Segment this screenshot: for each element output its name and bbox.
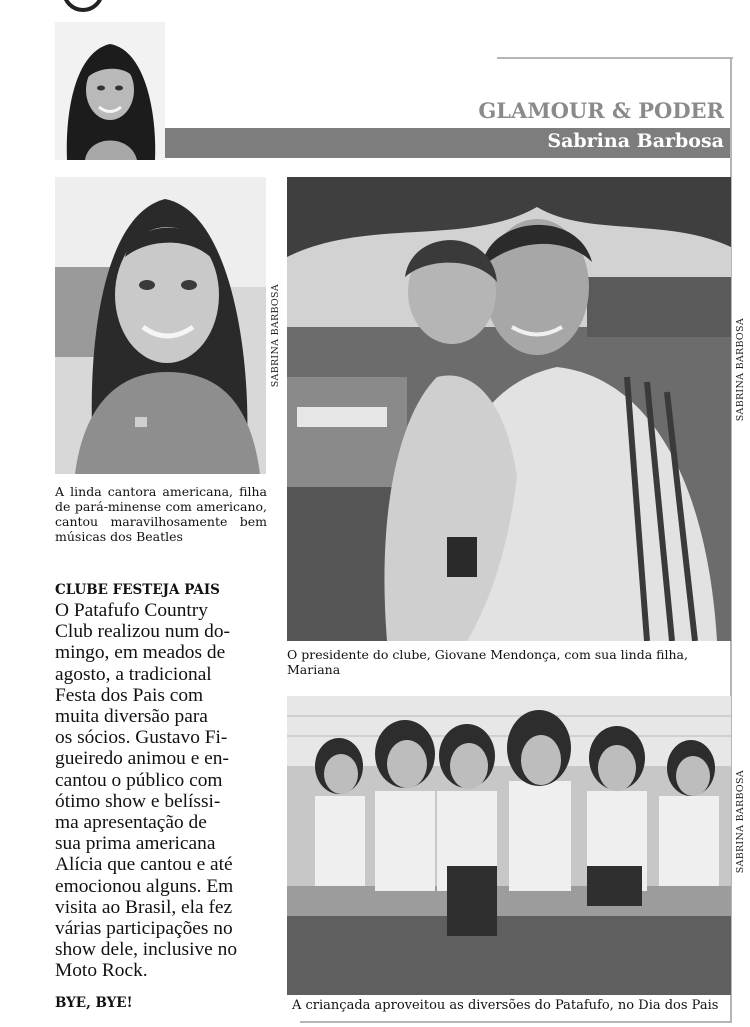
photo-singer-girl: [55, 177, 266, 474]
body-line: agosto, a tradicional: [55, 663, 212, 685]
article-heading: CLUBE FESTEJA PAIS: [55, 582, 220, 598]
body-line: gueiredo animou e en-: [55, 748, 229, 770]
body-line: ma apresentação de: [55, 812, 207, 834]
photo-father-daughter: [287, 177, 731, 641]
body-line: emocionou alguns. Em: [55, 875, 234, 897]
body-line: Festa dos Pais com: [55, 684, 204, 706]
photo-credit-kids: SABRINA BARBOSA: [735, 770, 746, 874]
body-line: O Patafufo Country: [55, 600, 208, 621]
body-line: show dele, inclusive no: [55, 939, 238, 961]
caption-girl: A linda cantora americana, filha de pará-minense com americano, cantou maravilhosamente bem músicas dos Beatles: [55, 484, 267, 544]
body-line: sua prima americana: [55, 833, 216, 855]
frame-line-bottom: [300, 1021, 732, 1023]
body-line: ótimo show e belíssi-: [55, 790, 221, 812]
body-line: visita ao Brasil, ela fez: [55, 896, 233, 918]
body-line: os sócios. Gustavo Fi-: [55, 727, 228, 749]
magazine-logo-circle: [62, 0, 104, 12]
body-line: mingo, em meados de: [55, 642, 226, 664]
author-portrait: [55, 22, 165, 160]
body-line: muita diversão para: [55, 706, 208, 728]
caption-father: O presidente do clube, Giovane Mendonça, com sua linda filha, Mariana: [287, 647, 688, 677]
sign-off: BYE, BYE!: [55, 995, 133, 1011]
photo-kids-group: [287, 696, 731, 995]
caption-kids: A criançada aproveitou as diversões do Patafufo, no Dia dos Pais: [292, 998, 719, 1013]
column-title: GLAMOUR & PODER: [478, 98, 724, 123]
body-line: Club realizou num do-: [55, 621, 231, 643]
body-line: várias participações no: [55, 918, 233, 940]
frame-line-top: [497, 57, 733, 59]
author-name: Sabrina Barbosa: [547, 130, 724, 152]
body-line: Moto Rock.: [55, 960, 148, 982]
photo-credit-father: SABRINA BARBOSA: [735, 318, 746, 422]
article-body: [55, 600, 266, 982]
photo-credit-girl: SABRINA BARBOSA: [270, 284, 281, 388]
body-line: Alícia que cantou e até: [55, 854, 233, 876]
body-line: cantou o público com: [55, 769, 223, 791]
